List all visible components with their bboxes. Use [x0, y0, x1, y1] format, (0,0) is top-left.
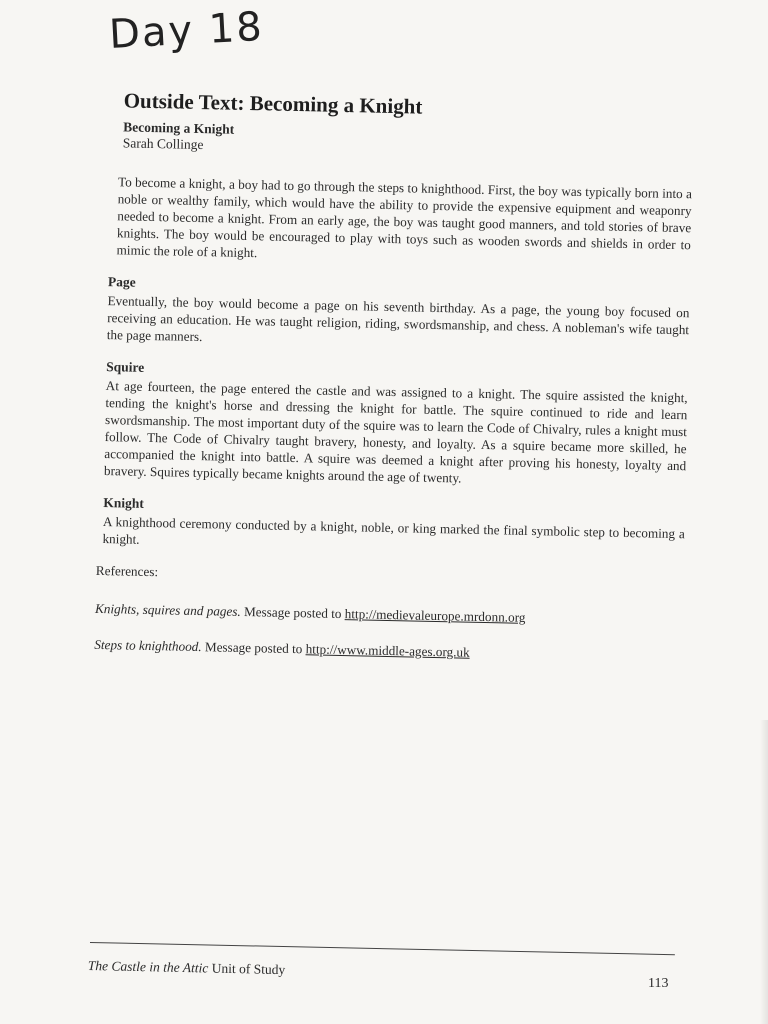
footer-suffix: Unit of Study [211, 960, 286, 978]
section-page [101, 274, 690, 355]
reference-title: Knights, squires and pages. [94, 600, 241, 619]
section-squire [98, 359, 688, 491]
reference-link[interactable]: http://www.middle-ages.org.uk [305, 641, 470, 660]
scan-edge-shadow [760, 720, 768, 1024]
reference-item [95, 601, 683, 629]
section-text: At age fourteen, the page entered the castle and was assigned to a knight. The squire assisted the knight, tending the knight's horse and dressing the knight for battle. The squire continued to ride and learn swordsmanship. The most important duty of the squire was to learn the Code of Chivalry, rules a knight must follow. The Code of Chivalry taught bravery, honesty, and loyalty. As a squire became more skilled, he accompanied the knight into battle. A squire was deemed a knight after proving his honesty, loyalty and bravery. Squires typically became knights around the age of twenty. [103, 378, 688, 486]
article-author: Sarah Collinge [122, 135, 204, 153]
article-body [94, 88, 694, 685]
page-number: 113 [648, 976, 669, 991]
reference-text: Message posted to [204, 639, 303, 657]
article-subtitle: Becoming a Knight [123, 119, 235, 137]
section-text: Eventually, the boy would become a page on his seventh birthday. As a page, the young boy focused on receiving an education. He was taught religion, riding, swordsmanship, and chess. A nobleman's wife taught the page manners. [106, 293, 690, 345]
section-knight [96, 495, 685, 559]
reference-text: Message posted to [243, 604, 342, 622]
footer-book-title [88, 958, 286, 978]
page-title: Outside Text: Becoming a Knight [123, 88, 423, 119]
references-label: References: [95, 562, 159, 580]
section-heading: Squire [106, 359, 145, 375]
section-heading: Knight [103, 495, 144, 511]
section-text: A knighthood ceremony conducted by a knight, noble, or king marked the final symbolic step to becoming a knight. [102, 514, 685, 547]
section-heading: Page [107, 274, 136, 290]
handwritten-day-label: Day 18 [108, 3, 265, 58]
reference-link[interactable]: http://medievaleurope.mrdonn.org [344, 606, 526, 625]
reference-item [94, 637, 682, 665]
footer-divider [90, 942, 675, 955]
intro-paragraph: To become a knight, a boy had to go through the steps to knighthood. First, the boy was typically born into a noble or wealthy family, which would have the ability to provide the expensive equipment and weaponry needed to become a knight. From an early age, the boy was taught good manners, and told stories of brave knights. The boy would be encouraged to play with toys such as wooden swords and shields in order to mimic the role of a knight. [116, 174, 693, 261]
footer-book-name: The Castle in the Attic [87, 958, 209, 976]
reference-title: Steps to knighthood. [94, 636, 202, 655]
